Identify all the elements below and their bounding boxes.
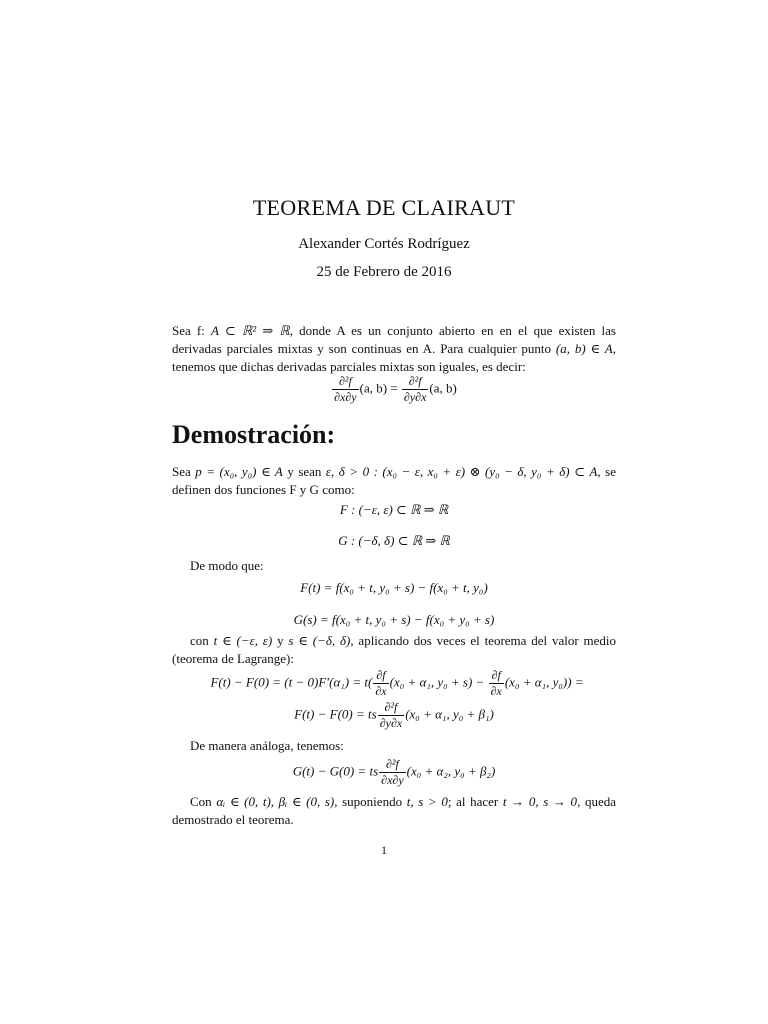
fraction: $\frac{\text{∂²f}}{\partial y\partial x}$ — [403, 374, 427, 404]
page-title: TEOREMA DE CLAIRAUT — [252, 195, 516, 220]
equation-G-lagrange: G(t) − G(0) = ts $\frac{\text{∂²f}}{\partial x\partial y}$ (x₀ + α₂, y₀ + β₂) — [292, 757, 496, 787]
page-number: 1 — [381, 843, 387, 857]
lagrange-paragraph: con t ∈ (−ε, ε) y s ∈ (−δ, δ), aplicando dos veces el teorema del valor medio (teorema de Lagrange): — [172, 633, 616, 666]
math-inline: (a, b) ∈ A — [555, 341, 613, 356]
equation-Ft: F(t) = f(x₀ + t, y₀ + s) − f(x₀ + t, y₀) — [300, 580, 488, 595]
proof-paragraph: Sea p = (x₀, y₀) ∈ A y sean ε, δ > 0 : (x₀ − ε, x₀ + ε) ⊗ (y₀ − δ, y₀ + δ) ⊂ A, se definen dos funciones F y G como: — [172, 464, 616, 497]
main-equation: $\frac{\text{∂²f}}{\partial x\partial y}$ (a, b) = $\frac{\text{∂²f}}{\partial y\partial x}$ (a, b) — [334, 374, 457, 404]
equation-G-def: G : (−δ, δ) ⊂ ℝ ⇒ ℝ — [338, 533, 450, 548]
fraction: $\frac{\text{∂²f}}{\partial x\partial y}$ — [334, 374, 357, 404]
theorem-statement: Sea f: A ⊂ ℝ² ⇒ ℝ, donde A es un conjunto abierto en en el que existen las derivadas parciales mixtas y son continuas en A. Para cualquier punto (a, b) ∈ A, tenemos que dichas derivadas parciales mixtas son iguales, es decir: — [172, 323, 616, 374]
text-de-modo: De modo que: — [190, 558, 264, 573]
equation-F-def: F : (−ε, ε) ⊂ ℝ ⇒ ℝ — [339, 502, 449, 517]
math-inline: A ⊂ ℝ² ⇒ ℝ — [211, 323, 290, 338]
equation-lagrange-1: F(t) − F(0) = (t − 0)F′(α₁) = t( $\frac{\partial f}{\partial x}$ (x₀ + α₁, y₀ + s) − $\frac{\partial f}{\partial x}$ (x₀ + α₁, y₀)) = — [210, 668, 584, 698]
section-heading: Demostración: — [172, 420, 336, 449]
document-date: 25 de Febrero de 2016 — [316, 264, 452, 280]
equation-lagrange-2: F(t) − F(0) = ts $\frac{\text{∂²f}}{\partial y\partial x}$ (x₀ + α₁, y₀ + β₁) — [294, 700, 494, 730]
author-name: Alexander Cortés Rodríguez — [298, 236, 470, 252]
text-analoga: De manera análoga, tenemos: — [190, 738, 344, 753]
conclusion-paragraph: Con αᵢ ∈ (0, t), βᵢ ∈ (0, s), suponiendo t, s > 0; al hacer t → 0, s → 0, queda demostrado el teorema. — [172, 794, 616, 827]
equation-Gs: G(s) = f(x₀ + t, y₀ + s) − f(x₀ + y₀ + s) — [293, 612, 495, 627]
